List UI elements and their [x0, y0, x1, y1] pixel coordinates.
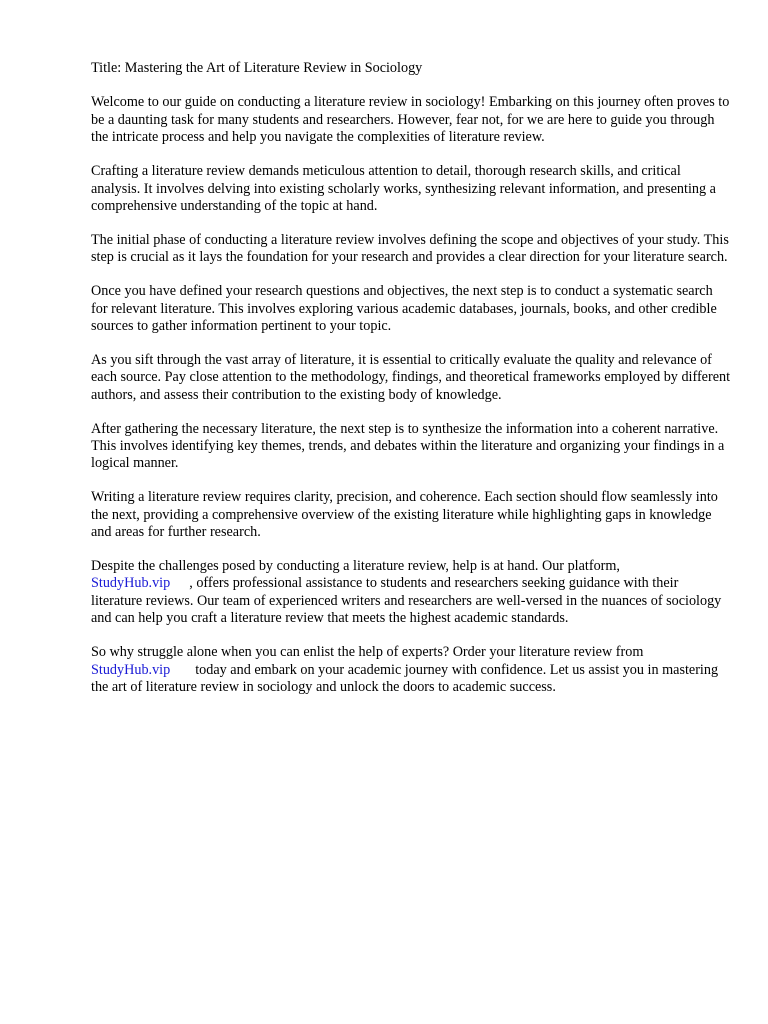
paragraph-9-text-before: So why struggle alone when you can enlist the help of experts? Order your literature review from: [91, 644, 644, 661]
studyhub-link-2[interactable]: StudyHub.vip: [91, 661, 171, 678]
paragraph-6: After gathering the necessary literature, the next step is to synthesize the information into a coherent narrative. This involves identifying key themes, trends, and debates within the literature and organizing your findings in a logical manner.: [91, 420, 725, 472]
paragraph-1: Welcome to our guide on conducting a literature review in sociology! Embarking on this journey often proves to be a daunting task for many students and researchers. However, fear not, for we are here to guide you through the intricate process and help you navigate the complexities of literature review.: [91, 94, 730, 146]
document-page: [91, 60, 731, 713]
paragraph-7: Writing a literature review requires clarity, precision, and coherence. Each section should flow seamlessly into the next, providing a comprehensive overview of the existing literature while highlighting gaps in knowledge and areas for further research.: [91, 489, 718, 541]
paragraph-8: [91, 558, 731, 628]
paragraph-9-text-after: today and embark on your academic journey with confidence. Let us assist you in mastering the art of literature review in sociology and unlock the doors to academic success.: [91, 661, 719, 695]
paragraph-4: Once you have defined your research questions and objectives, the next step is to conduct a systematic search for relevant literature. This involves exploring various academic databases, journals, books, and other credible sources to gather information pertinent to your topic.: [91, 283, 717, 334]
document-title: Title: Mastering the Art of Literature Review in Sociology: [91, 60, 423, 76]
paragraph-2: Crafting a literature review demands meticulous attention to detail, thorough research skills, and critical analysis. It involves delving into existing scholarly works, synthesizing relevant information, and presenting a comprehensive understanding of the topic at hand.: [91, 163, 716, 214]
paragraph-3: The initial phase of conducting a literature review involves defining the scope and objectives of your study. This step is crucial as it lays the foundation for your research and provides a clear direction for your literature search.: [91, 231, 729, 266]
paragraph-8-text-after: , offers professional assistance to students and researchers seeking guidance with their literature reviews. Our team of experienced writers and researchers are well-versed in the nuances of sociology and can help you craft a literature review that meets the highest academic standards.: [91, 575, 722, 627]
studyhub-link-1[interactable]: StudyHub.vip: [91, 575, 171, 592]
paragraph-5: As you sift through the vast array of literature, it is essential to critically evaluate the quality and relevance of each source. Pay close attention to the methodology, findings, and theoretical frameworks employed by different authors, and assess their contribution to the existing body of knowledge.: [91, 351, 731, 403]
paragraph-9: [91, 644, 731, 696]
paragraph-8-text-before: Despite the challenges posed by conducting a literature review, help is at hand. Our platform,: [91, 558, 620, 575]
